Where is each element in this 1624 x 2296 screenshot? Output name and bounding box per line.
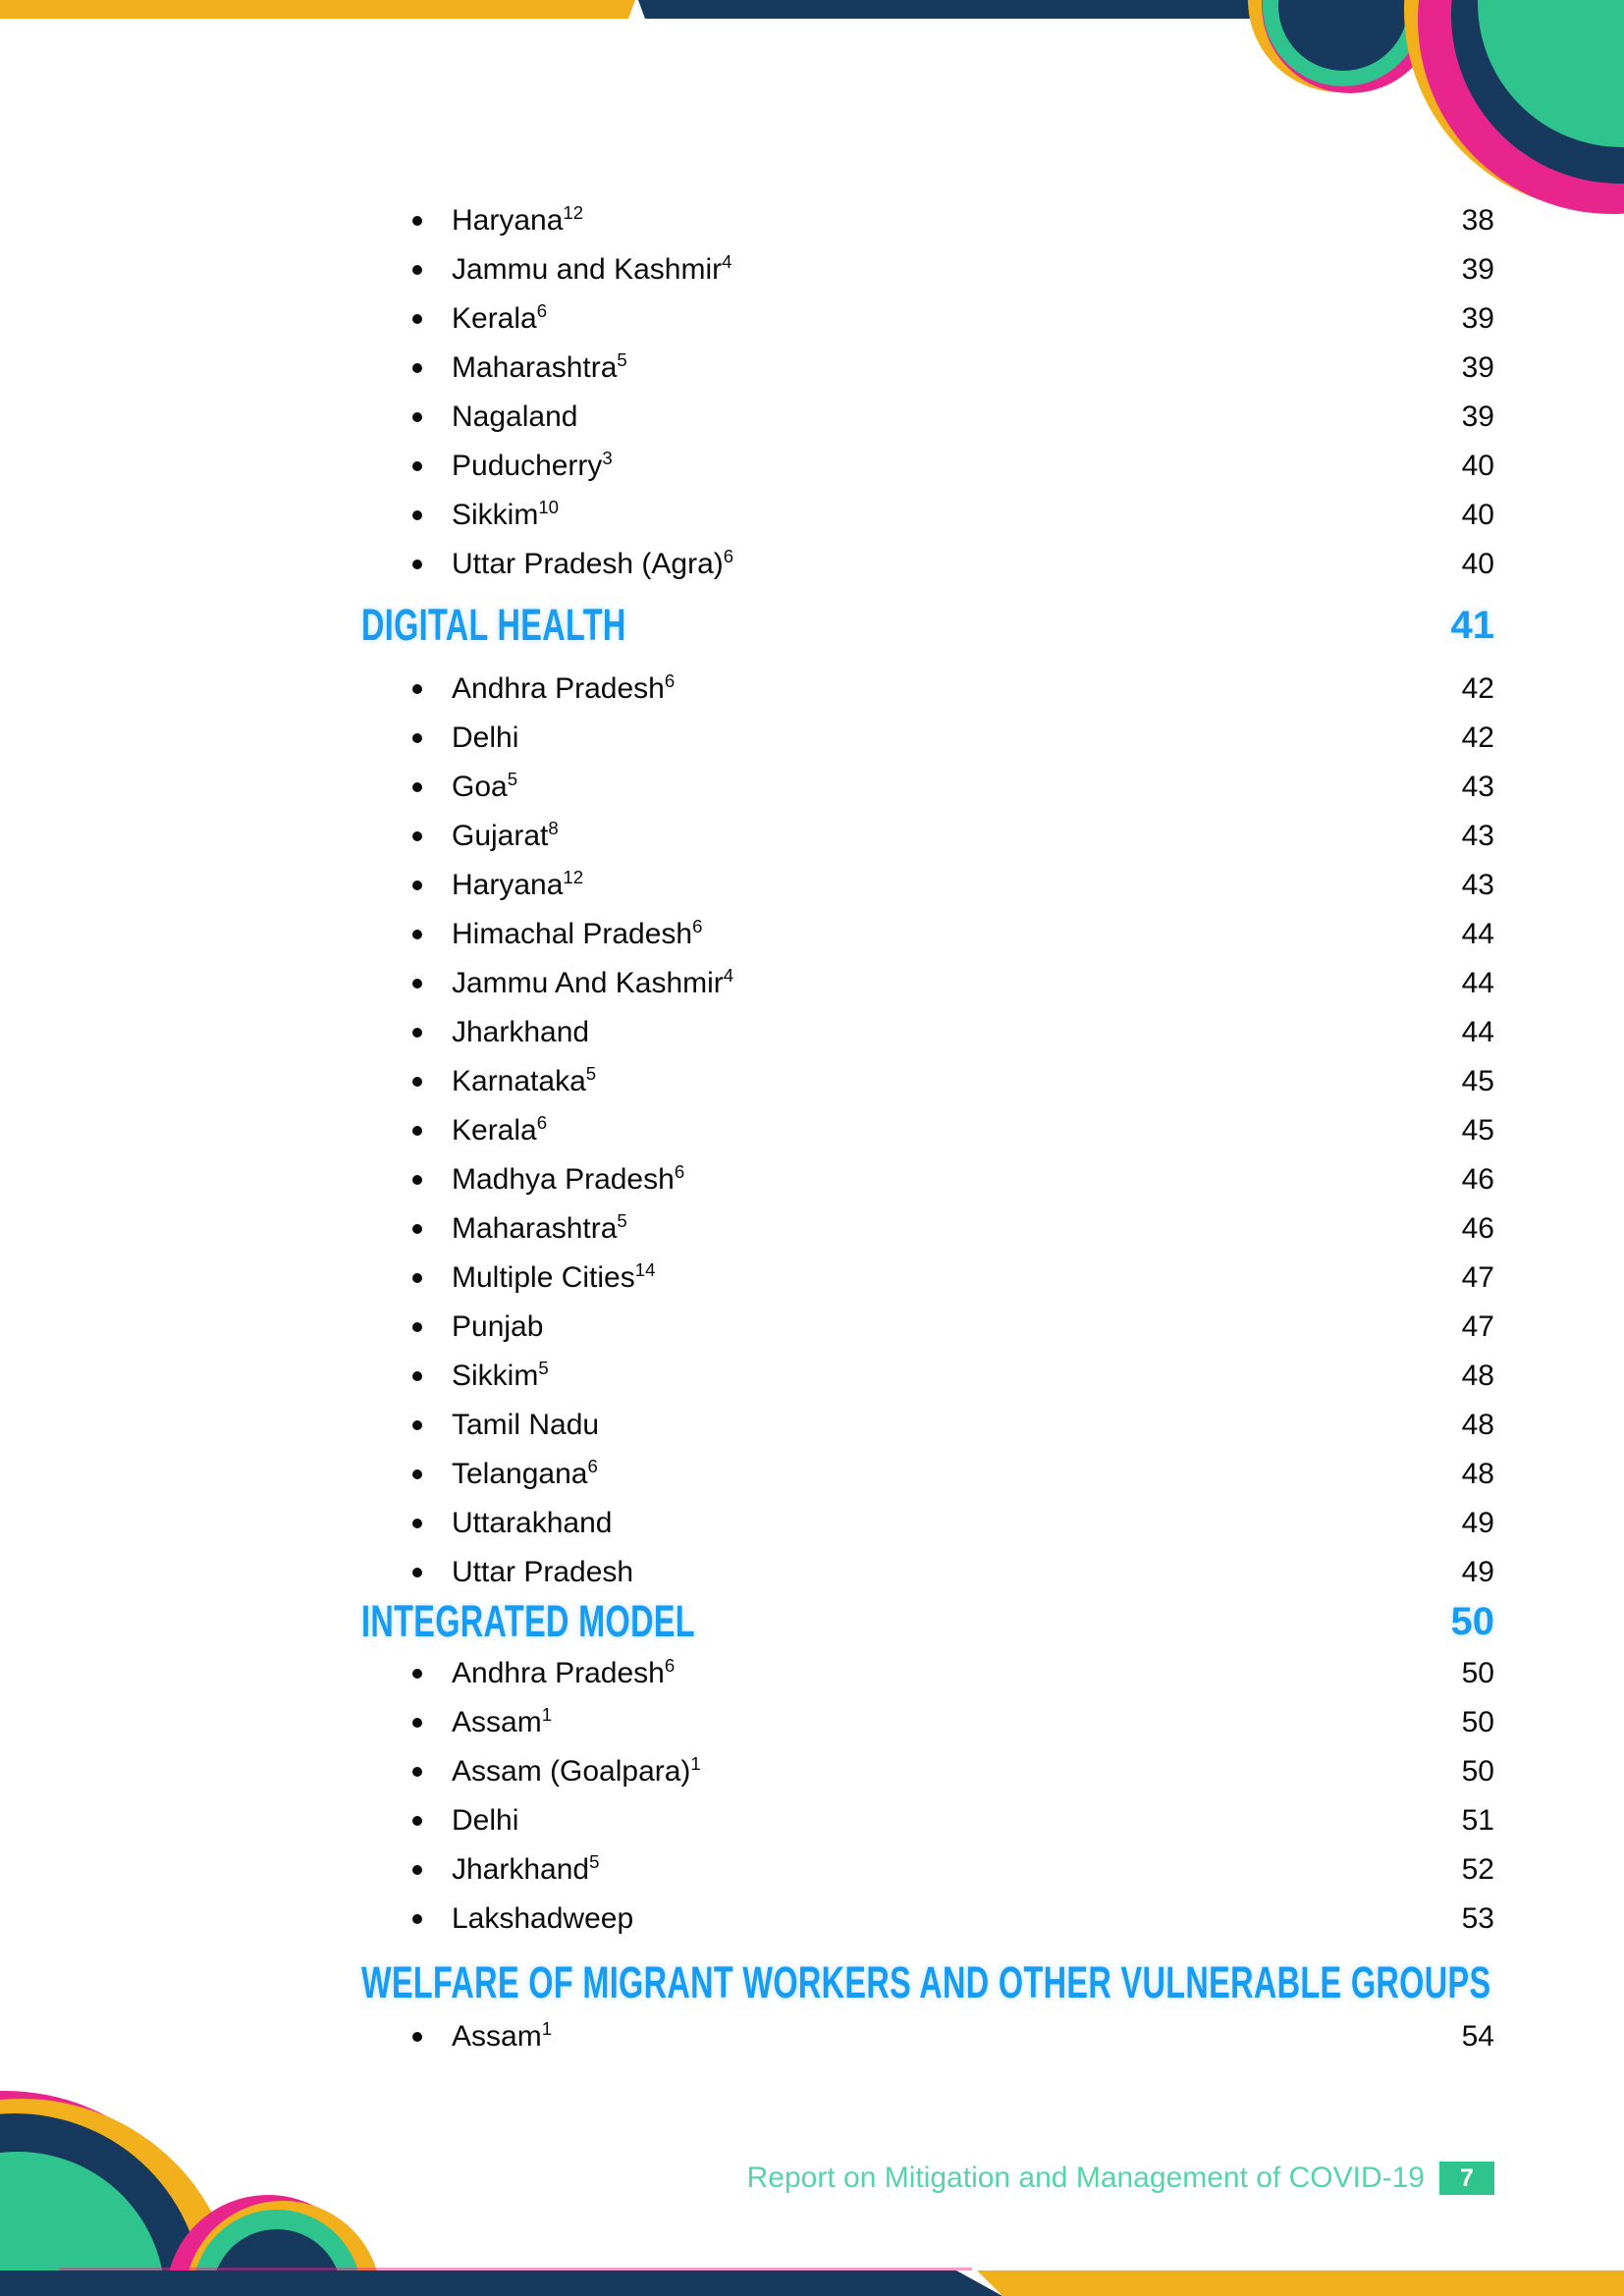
toc-item-page-number: 49 [1461, 1556, 1494, 1588]
toc-item-page-number: 49 [1461, 1507, 1494, 1539]
toc-item-page-number: 44 [1461, 918, 1494, 950]
toc-item [361, 714, 1494, 763]
footnote-superscript: 5 [589, 1851, 600, 1872]
toc-item [361, 1352, 1494, 1401]
footnote-superscript: 14 [634, 1259, 656, 1280]
footnote-superscript: 6 [536, 1112, 548, 1133]
bullet-icon [412, 510, 422, 520]
bullet-icon [412, 1126, 422, 1136]
bullet-icon [412, 831, 422, 841]
toc-item-page-number: 39 [1461, 253, 1494, 286]
toc-item [361, 1401, 1494, 1450]
toc-item-page-number: 44 [1461, 967, 1494, 999]
footnote-superscript: 1 [541, 2018, 553, 2039]
toc-item [361, 442, 1494, 491]
toc-item [361, 1499, 1494, 1548]
toc-item-page-number: 47 [1461, 1310, 1494, 1343]
bullet-icon [412, 1718, 422, 1728]
toc-item-page-number: 40 [1461, 450, 1494, 482]
bullet-icon [412, 1322, 422, 1332]
toc-item-label: Telangana$^6$ [452, 1456, 598, 1490]
toc-item-label: Tamil Nadu [452, 1409, 600, 1441]
toc-item [361, 1548, 1494, 1597]
footnote-superscript: 6 [587, 1456, 598, 1476]
toc-item-page-number: 44 [1461, 1016, 1494, 1048]
toc-item-label: Uttarakhand [452, 1507, 613, 1539]
toc-item-label: Jharkhand [452, 1016, 590, 1048]
toc-item-label: Punjab [452, 1310, 544, 1343]
toc-item [361, 1895, 1494, 1944]
toc-item [361, 196, 1494, 245]
toc-item-label: Uttar Pradesh (Agra)$^6$ [452, 546, 734, 580]
toc-item-label: Sikkim$^5$ [452, 1358, 549, 1392]
toc-item-label: Sikkim$^{10}$ [452, 497, 560, 531]
bullet-icon [412, 930, 422, 939]
bullet-icon [412, 733, 422, 743]
toc-item-page-number: 51 [1461, 1804, 1494, 1837]
bullet-icon [412, 1519, 422, 1528]
toc-item-page-number: 50 [1461, 1706, 1494, 1738]
toc-item [361, 2012, 1494, 2061]
bottom-bar-pink-accent [59, 2268, 972, 2270]
toc-item-label: Assam$^1$ [452, 2018, 553, 2053]
bullet-icon [412, 1669, 422, 1679]
toc-item [361, 491, 1494, 540]
toc-item-label: Delhi [452, 721, 519, 754]
toc-section-heading [361, 601, 1494, 650]
toc-item-label: Assam (Goalpara)$^1$ [452, 1753, 701, 1788]
toc-item [361, 393, 1494, 442]
toc-item [361, 910, 1494, 959]
bullet-icon [412, 1767, 422, 1777]
toc-item [361, 1204, 1494, 1254]
toc-item [361, 1796, 1494, 1845]
toc-item-page-number: 50 [1461, 1657, 1494, 1689]
report-title: Report on Mitigation and Management of COVID-19 [746, 2162, 1425, 2194]
toc-item-page-number: 43 [1461, 869, 1494, 901]
footnote-superscript: 6 [664, 1655, 676, 1676]
toc-item-page-number: 48 [1461, 1458, 1494, 1490]
toc-item-label: Andhra Pradesh$^6$ [452, 670, 676, 705]
page-footer [747, 2162, 1494, 2195]
toc-item-page-number: 39 [1461, 351, 1494, 384]
toc-item [361, 1254, 1494, 1303]
bullet-icon [412, 1420, 422, 1430]
bullet-icon [412, 1469, 422, 1479]
bullet-icon [412, 560, 422, 569]
bullet-icon [412, 1028, 422, 1038]
bullet-icon [412, 782, 422, 792]
footnote-superscript: 5 [507, 769, 518, 789]
toc-item-label: Karnataka$^5$ [452, 1063, 597, 1097]
toc-item-page-number: 40 [1461, 548, 1494, 580]
toc-item-label: Haryana$^{12}$ [452, 867, 584, 901]
toc-item-label: Kerala$^6$ [452, 1112, 548, 1147]
toc-item-page-number: 40 [1461, 499, 1494, 531]
bullet-icon [412, 314, 422, 324]
toc-item [361, 861, 1494, 910]
bullet-icon [412, 684, 422, 694]
toc-item [361, 1155, 1494, 1204]
toc-item-page-number: 42 [1461, 672, 1494, 705]
toc-item-page-number: 43 [1461, 771, 1494, 803]
bullet-icon [412, 979, 422, 988]
bullet-icon [412, 461, 422, 471]
top-bar-yellow [0, 0, 635, 19]
toc-item-page-number: 46 [1461, 1212, 1494, 1245]
toc-item-label: Madhya Pradesh$^6$ [452, 1161, 685, 1196]
footnote-superscript: 6 [674, 1161, 685, 1182]
toc-item-label: Andhra Pradesh$^6$ [452, 1655, 676, 1689]
toc-item-page-number: 50 [1461, 1755, 1494, 1788]
bottom-bar-yellow [977, 2270, 1624, 2296]
toc-item-page-number: 52 [1461, 1853, 1494, 1886]
toc-item [361, 665, 1494, 714]
toc-item [361, 1649, 1494, 1698]
footnote-superscript: 5 [538, 1358, 549, 1378]
toc-item-page-number: 45 [1461, 1065, 1494, 1097]
bullet-icon [412, 216, 422, 226]
footnote-superscript: 5 [617, 1210, 627, 1231]
footnote-superscript: 6 [692, 916, 703, 936]
toc-item [361, 1057, 1494, 1106]
toc-item [361, 1303, 1494, 1352]
footnote-superscript: 1 [541, 1704, 553, 1725]
toc-item-label: Maharashtra$^5$ [452, 1210, 627, 1245]
section-page-number: 41 [1450, 603, 1494, 647]
section-title: INTEGRATED MODEL [361, 1596, 695, 1646]
toc-item-label: Uttar Pradesh [452, 1556, 634, 1588]
bullet-icon [412, 1077, 422, 1087]
toc-item-page-number: 47 [1461, 1261, 1494, 1294]
toc-item-page-number: 39 [1461, 400, 1494, 433]
toc-item [361, 245, 1494, 294]
toc-item [361, 763, 1494, 812]
bullet-icon [412, 1568, 422, 1577]
toc-item-label: Gujarat$^8$ [452, 818, 559, 852]
toc-item-page-number: 45 [1461, 1114, 1494, 1147]
toc-section-heading [361, 1958, 1494, 2007]
toc-item-label: Lakshadweep [452, 1902, 634, 1935]
bottom-bar-navy [0, 2270, 1002, 2296]
toc-item-label: Jharkhand$^5$ [452, 1851, 600, 1886]
toc-item-label: Maharashtra$^5$ [452, 349, 627, 384]
bullet-icon [412, 881, 422, 890]
bullet-icon [412, 265, 422, 275]
toc-item-page-number: 53 [1461, 1902, 1494, 1935]
bullet-icon [412, 1224, 422, 1234]
toc-item [361, 1450, 1494, 1499]
bullet-icon [412, 1816, 422, 1826]
toc-item-page-number: 38 [1461, 204, 1494, 237]
footnote-superscript: 5 [617, 349, 627, 370]
bullet-icon [412, 363, 422, 373]
bullet-icon [412, 1175, 422, 1185]
toc-item-label: Goa$^5$ [452, 769, 518, 803]
footnote-superscript: 1 [690, 1753, 701, 1774]
toc-item-label: Multiple Cities$^{14}$ [452, 1259, 656, 1294]
footnote-superscript: 10 [538, 497, 560, 517]
toc-item [361, 294, 1494, 344]
toc-item-page-number: 39 [1461, 302, 1494, 335]
toc-item [361, 540, 1494, 589]
section-title: WELFARE OF MIGRANT WORKERS AND OTHER VULNERABLE GROUPS [361, 1957, 1491, 2007]
toc-item-page-number: 54 [1461, 2020, 1494, 2053]
bullet-icon [412, 2032, 422, 2042]
toc-item-label: Haryana$^{12}$ [452, 202, 584, 237]
toc-item-page-number: 43 [1461, 820, 1494, 852]
toc-item-label: Jammu And Kashmir$^4$ [452, 965, 734, 999]
top-bar-navy [638, 0, 1259, 19]
bullet-icon [412, 1865, 422, 1875]
toc-section-heading [361, 1597, 1494, 1646]
toc-item-label: Assam$^1$ [452, 1704, 553, 1738]
toc-item [361, 812, 1494, 861]
footnote-superscript: 6 [723, 546, 734, 566]
toc-item-page-number: 46 [1461, 1163, 1494, 1196]
toc-item-label: Himachal Pradesh$^6$ [452, 916, 703, 950]
toc-item [361, 1698, 1494, 1747]
toc-item [361, 1008, 1494, 1057]
section-page-number: 50 [1450, 1599, 1494, 1643]
section-title: DIGITAL HEALTH [361, 600, 626, 650]
footnote-superscript: 12 [563, 202, 584, 223]
footnote-superscript: 5 [585, 1063, 597, 1084]
toc-item-label: Puducherry$^3$ [452, 448, 613, 482]
footnote-superscript: 12 [563, 867, 584, 887]
toc-item-page-number: 48 [1461, 1360, 1494, 1392]
toc-item [361, 1106, 1494, 1155]
toc-item [361, 1747, 1494, 1796]
toc-item-label: Nagaland [452, 400, 578, 433]
toc-item-label: Kerala$^6$ [452, 300, 548, 335]
toc-item-page-number: 42 [1461, 721, 1494, 754]
footnote-superscript: 8 [548, 818, 559, 838]
page-number-badge: 7 [1439, 2162, 1494, 2195]
toc-item [361, 344, 1494, 393]
bullet-icon [412, 412, 422, 422]
footnote-superscript: 6 [664, 670, 676, 691]
footnote-superscript: 6 [536, 300, 548, 321]
footnote-superscript: 3 [602, 448, 613, 468]
bullet-icon [412, 1914, 422, 1924]
toc-item-label: Jammu and Kashmir$^4$ [452, 251, 732, 286]
toc-item-page-number: 48 [1461, 1409, 1494, 1441]
toc-item [361, 959, 1494, 1008]
footnote-superscript: 4 [722, 251, 732, 272]
toc-item [361, 1845, 1494, 1895]
bullet-icon [412, 1273, 422, 1283]
toc-item-label: Delhi [452, 1804, 519, 1837]
footnote-superscript: 4 [723, 965, 734, 986]
bullet-icon [412, 1371, 422, 1381]
